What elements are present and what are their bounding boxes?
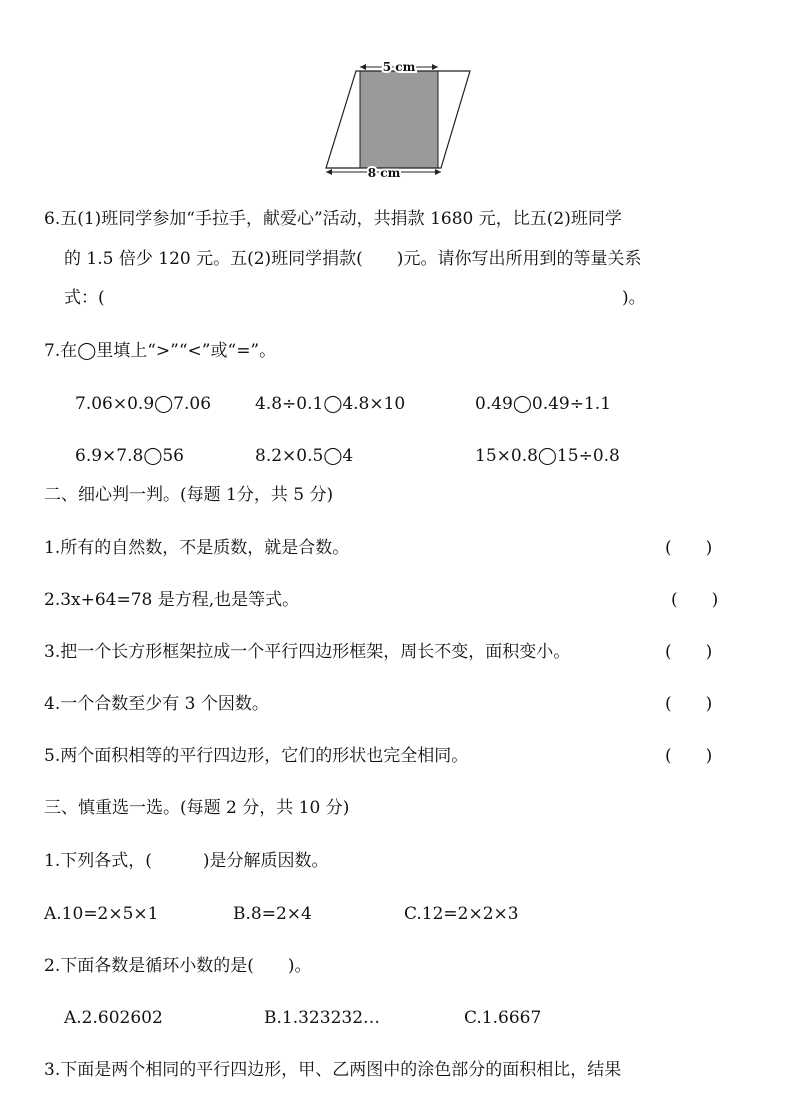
judge-answer-blank[interactable]: ( ) <box>665 694 713 714</box>
judge-answer-blank[interactable]: ( ) <box>665 746 713 766</box>
choice-option-c[interactable]: C.1.6667 <box>464 1008 542 1028</box>
choice-option-c[interactable]: C.12=2×2×3 <box>404 904 519 924</box>
judge-answer-blank[interactable]: ( ) <box>665 538 713 558</box>
top-arrow-right <box>432 64 438 70</box>
shaded-rectangle <box>360 71 438 168</box>
q6-line-3-right: )。 <box>622 288 646 308</box>
q6-line-3-left: 式：( <box>64 288 105 308</box>
choice-option-b[interactable]: B.8=2×4 <box>233 904 312 924</box>
choice-option-a[interactable]: A.2.602602 <box>64 1008 163 1028</box>
q6-line-1: 6.五(1)班同学参加“手拉手，献爱心”活动，共捐款 1680 元，比五(2)班同学 <box>44 209 622 229</box>
judge-item-text: 1.所有的自然数，不是质数，就是合数。 <box>44 538 350 558</box>
top-dimension-label: 5 cm <box>382 60 416 74</box>
bottom-dimension-label: 8 cm <box>367 166 401 180</box>
judge-answer-blank[interactable]: ( ) <box>665 642 713 662</box>
section-3-heading: 三、慎重选一选。(每题 2 分，共 10 分) <box>44 798 350 818</box>
choice-q1-text: 1.下列各式，( )是分解质因数。 <box>44 851 329 871</box>
q6-line-2: 的 1.5 倍少 120 元。五(2)班同学捐款( )元。请你写出所用到的等量关系 <box>64 249 642 269</box>
choice-option-a[interactable]: A.10=2×5×1 <box>44 904 159 924</box>
top-arrow-left <box>360 64 366 70</box>
section-2-heading: 二、细心判一判。(每题 1分，共 5 分) <box>44 485 334 505</box>
q7-item: 15×0.8◯15÷0.8 <box>475 446 620 466</box>
judge-item-text: 5.两个面积相等的平行四边形，它们的形状也完全相同。 <box>44 746 469 766</box>
q7-item: 7.06×0.9◯7.06 <box>75 394 212 414</box>
bottom-arrow-right <box>435 169 441 175</box>
choice-q2-text: 2.下面各数是循环小数的是( )。 <box>44 956 312 976</box>
judge-answer-blank[interactable]: ( ) <box>671 590 719 610</box>
q7-item: 6.9×7.8◯56 <box>75 446 184 466</box>
choice-q3-text: 3.下面是两个相同的平行四边形，甲、乙两图中的涂色部分的面积相比，结果 <box>44 1060 622 1080</box>
judge-item-text: 2.3x+64=78 是方程,也是等式。 <box>44 590 300 610</box>
choice-option-b[interactable]: B.1.323232… <box>264 1008 381 1028</box>
judge-item-text: 4.一个合数至少有 3 个因数。 <box>44 694 269 714</box>
q7-item: 4.8÷0.1◯4.8×10 <box>255 394 406 414</box>
q7-item: 8.2×0.5◯4 <box>255 446 354 466</box>
parallelogram-figure <box>318 52 474 182</box>
bottom-arrow-left <box>326 169 332 175</box>
q7-item: 0.49◯0.49÷1.1 <box>475 394 612 414</box>
q7-title: 7.在◯里填上“>”“<”或“=”。 <box>44 341 277 361</box>
judge-item-text: 3.把一个长方形框架拉成一个平行四边形框架，周长不变，面积变小。 <box>44 642 571 662</box>
